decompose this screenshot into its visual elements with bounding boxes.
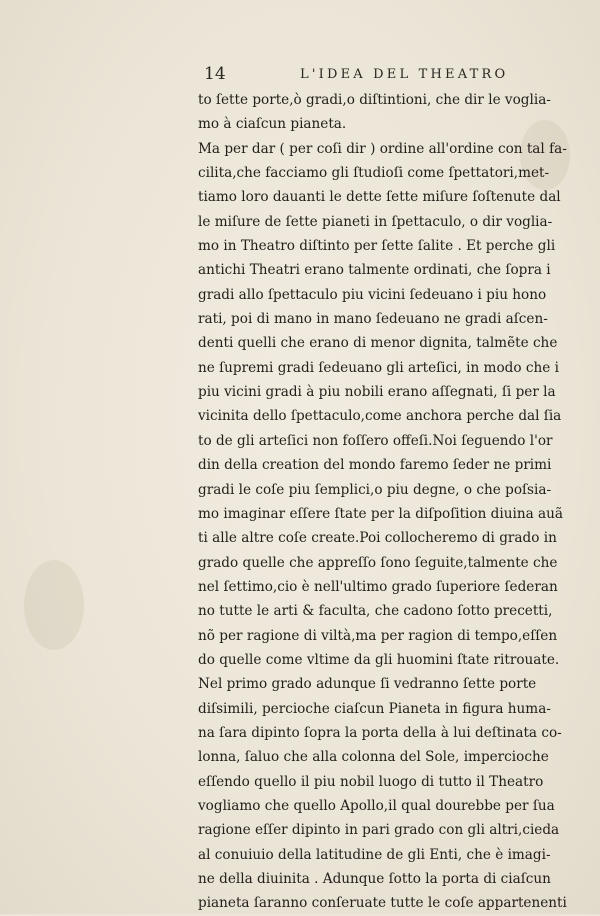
- text-line: mo à ciaſcun pianeta.: [198, 116, 347, 133]
- text-line: tiamo loro dauanti le dette ſette miſure ſoſtenute dal: [198, 189, 561, 206]
- text-line: no tutte le arti & faculta, che cadono ſotto precetti,: [198, 603, 553, 620]
- text-line: gradi allo ſpettaculo piu vicini ſedeuano i piu hono: [198, 286, 547, 303]
- page-header: [204, 64, 588, 86]
- paper-stain: [24, 560, 84, 650]
- text-line: din della creation del mondo faremo ſeder ne primi: [198, 457, 552, 474]
- text-line: lonna, ſaluo che alla colonna del Sole, impercioche: [198, 749, 549, 766]
- text-line: Nel primo grado adunque ſi vedranno ſette porte: [198, 676, 537, 693]
- text-line: Ma per dar ( per coſi dir ) ordine all'ordine con tal fa-: [198, 140, 567, 157]
- running-head: L'IDEA DEL THEATRO: [300, 67, 509, 82]
- text-line: al conuiuio della latitudine de gli Enti, che è imagi-: [198, 846, 551, 863]
- text-line: ti alle altre coſe create.Poi collocheremo di grado in: [198, 530, 557, 547]
- text-line: eſſendo quello il piu nobil luogo di tutto il Theatro: [198, 773, 544, 790]
- text-line: le miſure de ſette pianeti in ſpettaculo, o dir voglia-: [198, 213, 553, 230]
- body-text: [198, 88, 590, 916]
- text-line: do quelle come vltime da gli huomini ſtate ritrouate.: [198, 651, 560, 668]
- text-line: diſsimili, percioche ciaſcun Pianeta in figura huma-: [198, 700, 551, 717]
- text-line: antichi Theatri erano talmente ordinati, che ſopra i: [198, 262, 551, 279]
- text-line: rati, poi di mano in mano ſedeuano ne gradi aſcen-: [198, 311, 548, 328]
- text-line: cilita,che facciamo gli ſtudioſi come ſpettatori,met-: [198, 165, 550, 182]
- text-line: piu vicini gradi à piu nobili erano aſſegnati, ſi per la: [198, 384, 556, 401]
- text-line: grado quelle che appreſſo ſono ſeguite,talmente che: [198, 554, 558, 571]
- text-line: nõ per ragione di viltà,ma per ragion di tempo,eſſen: [198, 627, 558, 644]
- text-line: ne della diuinita . Adunque ſotto la porta di ciaſcun: [198, 871, 551, 887]
- text-line: denti quelli che erano di menor dignita, talmẽte che: [198, 335, 558, 352]
- text-line: ne ſupremi gradi ſedeuano gli arteſici, in modo che i: [198, 359, 559, 376]
- page-number: 14: [204, 64, 226, 84]
- text-line: vogliamo che quello Apollo,il qual dourebbe per ſua: [198, 797, 555, 814]
- text-line: mo imaginar eſſere ſtate per la diſpoſition diuina auã: [198, 505, 563, 522]
- text-line: to ſette porte,ò gradi,o diſtintioni, che dir le voglia-: [198, 92, 551, 108]
- text-line: pianeta ſaranno conſeruate tutte le coſe appartenenti: [198, 895, 567, 912]
- text-line: ragione eſſer dipinto in pari grado con gli altri,cieda: [198, 822, 560, 839]
- text-line: gradi le coſe piu ſemplici,o piu degne, o che poſsia-: [198, 481, 552, 498]
- text-line: vicinita dello ſpettaculo,come anchora perche dal ſia: [198, 408, 562, 425]
- text-line: nel ſettimo,cio è nell'ultimo grado ſuperiore ſederan: [198, 578, 558, 595]
- text-line: mo in Theatro diſtinto per ſette ſalite . Et perche gli: [198, 238, 556, 255]
- text-line: to de gli arteſici non foſſero offeſi.Noi ſeguendo l'or: [198, 432, 553, 449]
- text-line: na ſara dipinto ſopra la porta della à lui deſtinata co-: [198, 724, 562, 741]
